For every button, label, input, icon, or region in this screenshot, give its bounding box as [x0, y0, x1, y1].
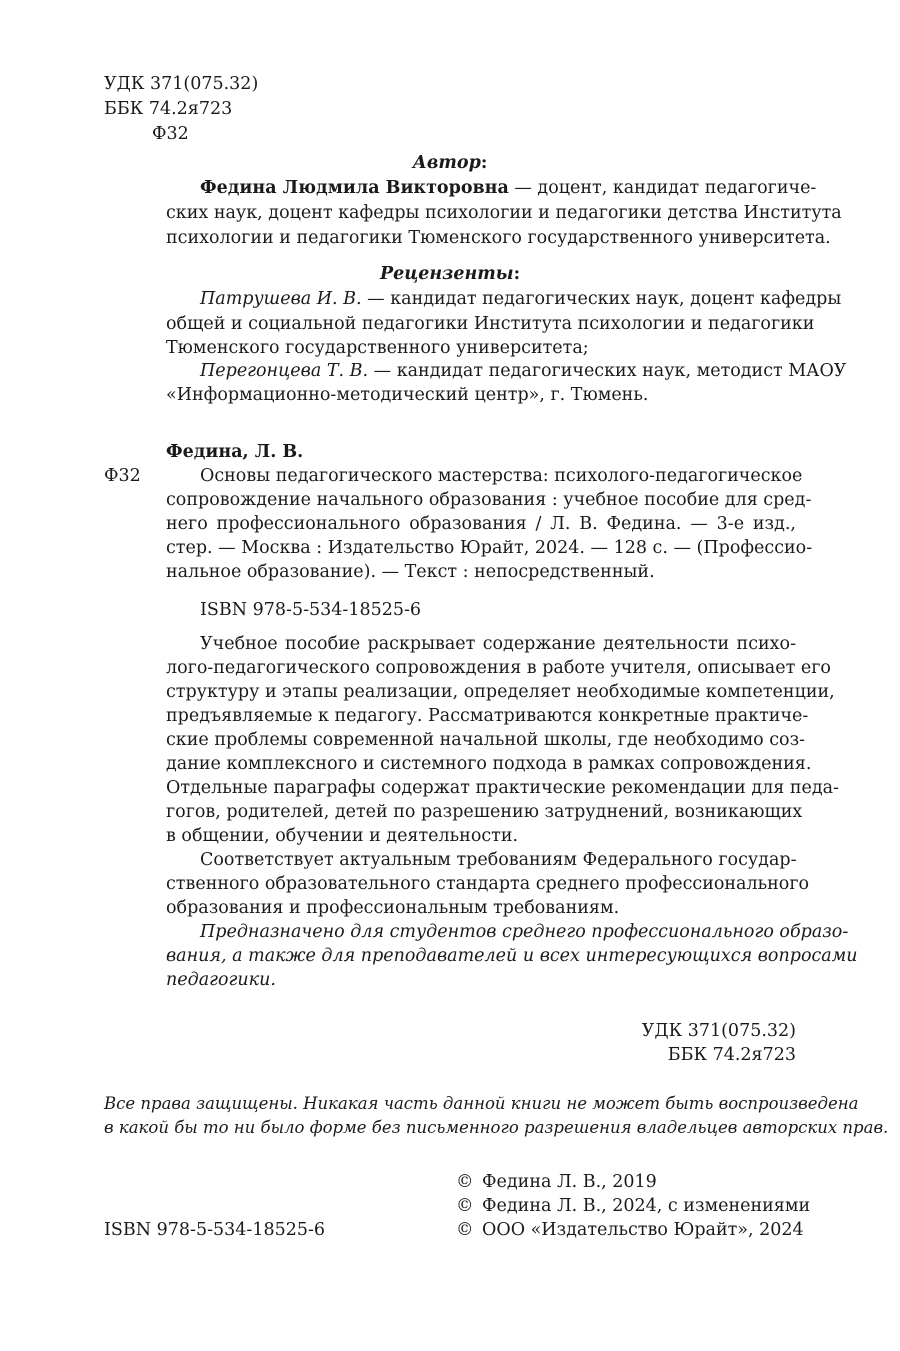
annotation-p1-line-2: лого-педагогического сопровождения в работе учителя, описывает его: [166, 658, 831, 678]
author-line-1: Федина Людмила Викторовна — доцент, кандидат педагогиче-: [200, 178, 817, 198]
author-heading: Автор:: [412, 153, 488, 173]
udk-right: УДК 371(075.32): [641, 1021, 796, 1041]
reviewer-1-line-1: Патрушева И. В. — кандидат педагогических наук, доцент кафедры: [200, 289, 842, 309]
rights-line-2: в какой бы то ни было форме без письменного разрешения владельцев авторских прав.: [104, 1118, 889, 1137]
copyright-3: © ООО «Издательство Юрайт», 2024: [456, 1220, 804, 1240]
bib-line-5: нальное образование). — Текст : непосредственный.: [166, 562, 655, 582]
author-line-3: психологии и педагогики Тюменского государственного университета.: [166, 228, 831, 248]
reviewer-1-line-2: общей и социальной педагогики Института психологии и педагогики: [166, 314, 815, 334]
annotation-p1-line-7: Отдельные параграфы содержат практические рекомендации для педа-: [166, 778, 839, 798]
reviewer-1-line-3: Тюменского государственного университета;: [166, 338, 589, 358]
annotation-p3-line-2: вания, а также для преподавателей и всех интересующихся вопросами: [166, 946, 858, 966]
reviewers-heading: Рецензенты:: [379, 264, 521, 284]
copyright-icon: ©: [456, 1196, 474, 1216]
bbk-code: ББК 74.2я723: [104, 99, 233, 119]
copyright-icon: ©: [456, 1220, 474, 1240]
annotation-p3-line-3: педагогики.: [166, 970, 276, 990]
bib-line-4: стер. — Москва : Издательство Юрайт, 2024. — 128 с. — (Профессио-: [166, 538, 813, 558]
reviewer-2-line-1: Перегонцева Т. В. — кандидат педагогических наук, методист МАОУ: [200, 361, 847, 381]
copyright-icon: ©: [456, 1172, 474, 1192]
copyright-2: © Федина Л. В., 2024, с изменениями: [456, 1196, 811, 1216]
annotation-p2-line-3: образования и профессиональным требованиям.: [166, 898, 620, 918]
reviewer-1-name: Патрушева И. В.: [200, 289, 362, 309]
bib-line-2: сопровождение начального образования : учебное пособие для сред-: [166, 490, 812, 510]
bib-isbn: ISBN 978-5-534-18525-6: [200, 600, 422, 620]
annotation-p1-line-4: предъявляемые к педагогу. Рассматриваются конкретные практиче-: [166, 706, 809, 726]
reviewer-2-name: Перегонцева Т. В.: [200, 361, 369, 381]
annotation-p2-line-2: ственного образовательного стандарта среднего профессионального: [166, 874, 810, 894]
bib-sign: Ф32: [104, 466, 141, 486]
udk-code: УДК 371(075.32): [104, 74, 259, 94]
reviewer-2-line-2: «Информационно-методический центр», г. Тюмень.: [166, 385, 649, 405]
bib-line-3: него профессионального образования / Л. В. Федина. — 3-е изд.,: [166, 514, 796, 534]
annotation-p2-line-1: Соответствует актуальным требованиям Федерального государ-: [200, 850, 797, 870]
footer-isbn: ISBN 978-5-534-18525-6: [104, 1220, 326, 1240]
copyright-1: © Федина Л. В., 2019: [456, 1172, 657, 1192]
annotation-p1-line-9: в общении, обучении и деятельности.: [166, 826, 519, 846]
annotation-p1-line-1: Учебное пособие раскрывает содержание деятельности психо-: [200, 634, 796, 654]
bib-line-1: Основы педагогического мастерства: психолого-педагогическое: [200, 466, 803, 486]
annotation-p3-line-1: Предназначено для студентов среднего профессионального образо-: [200, 922, 849, 942]
annotation-p1-line-3: структуру и этапы реализации, определяет необходимые компетенции,: [166, 682, 835, 702]
annotation-p1-line-6: дание комплексного и системного подхода в рамках сопровождения.: [166, 754, 812, 774]
author-name: Федина Людмила Викторовна: [200, 178, 509, 198]
bbk-right: ББК 74.2я723: [667, 1045, 796, 1065]
rights-line-1: Все права защищены. Никакая часть данной книги не может быть воспроизведена: [104, 1094, 859, 1113]
author-sign: Ф32: [152, 124, 189, 144]
bib-author-heading: Федина, Л. В.: [166, 442, 304, 462]
author-line-2: ских наук, доцент кафедры психологии и педагогики детства Института: [166, 203, 842, 223]
annotation-p1-line-8: гогов, родителей, детей по разрешению затруднений, возникающих: [166, 802, 803, 822]
annotation-p1-line-5: ские проблемы современной начальной школы, где необходимо соз-: [166, 730, 806, 750]
